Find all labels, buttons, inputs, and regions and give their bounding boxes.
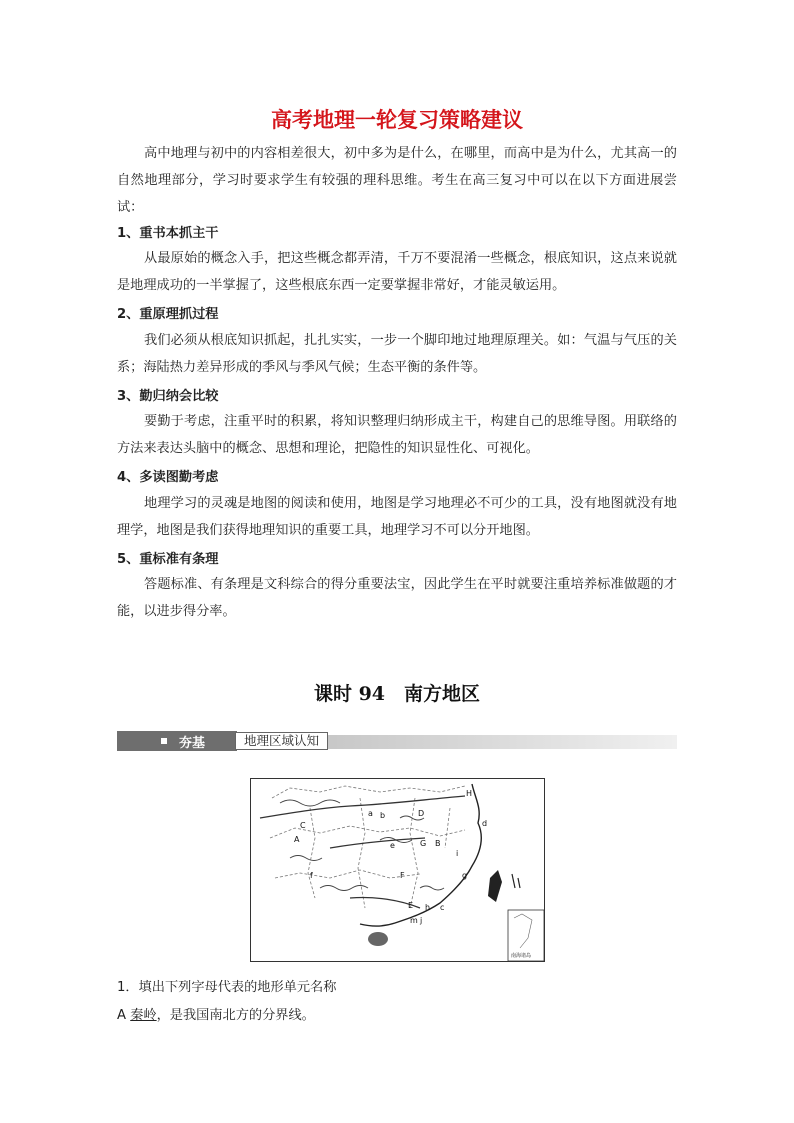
map-label-d: d xyxy=(482,819,488,828)
answer-rest: ，是我国南北方的分界线。 xyxy=(156,1008,315,1023)
map-label-j: j xyxy=(420,916,423,925)
section-band xyxy=(117,731,677,751)
map-label-m: m xyxy=(410,916,418,925)
map-label-f: f xyxy=(310,871,313,880)
section-heading-2: 2、重原理抓过程 xyxy=(117,307,219,322)
square-bullet-icon xyxy=(161,738,167,744)
answer-letter: A xyxy=(117,1008,131,1023)
section-body-2: 我们必须从根底知识抓起，扎扎实实，一步一个脚印地过地理原理关。如：气温与气压的关系；海陆热力差异形成的季风与季风气候；生态平衡的条件等。 xyxy=(117,333,677,375)
band-label: 地理区域认知 xyxy=(235,732,328,750)
section-heading-5: 5、重标准有条理 xyxy=(117,552,219,567)
map-label-D: D xyxy=(418,809,425,818)
map-label-F: F xyxy=(400,871,405,880)
map-label-B: B xyxy=(435,839,441,848)
map-label-i: i xyxy=(456,849,459,858)
section-body-3: 要勤于考虑，注重平时的积累，将知识整理归纳形成主干，构建自己的思维导图。用联络的方法来表达头脑中的概念、思想和理论，把隐性的知识显性化、可视化。 xyxy=(117,414,677,456)
map-label-a: a xyxy=(368,809,373,818)
map-label-E: E xyxy=(408,901,414,910)
section-heading-4: 4、多读图勤考虑 xyxy=(117,470,219,485)
map-label-e: e xyxy=(390,841,395,850)
map-label-H: H xyxy=(466,789,473,798)
section-heading-1: 1、重书本抓主干 xyxy=(117,226,219,241)
map-label-C: C xyxy=(300,821,306,830)
map-label-h: h xyxy=(425,903,431,912)
answer-line-A xyxy=(117,1004,315,1023)
map-label-b: b xyxy=(380,811,386,820)
map-inset-caption: 南海诸岛 xyxy=(511,953,532,959)
map-hainan xyxy=(368,932,388,946)
document-title: 高考地理一轮复习策略建议 xyxy=(271,107,523,132)
band-tag: 夯基 xyxy=(179,736,206,751)
section-heading-3: 3、勤归纳会比较 xyxy=(117,389,219,404)
map-label-g: g xyxy=(462,871,468,880)
band-dark-block xyxy=(117,731,237,751)
south-china-map xyxy=(250,778,545,962)
lesson-title: 课时 94 南方地区 xyxy=(313,683,481,705)
section-body-1: 从最原始的概念入手，把这些概念都弄清，千万不要混淆一些概念，根底知识，这点来说就是地理成功的一半掌握了，这些根底东西一定要掌握非常好，才能灵敏运用。 xyxy=(117,251,677,293)
section-body-5: 答题标准、有条理是文科综合的得分重要法宝，因此学生在平时就要注重培养标准做题的才能，以进步得分率。 xyxy=(117,577,677,619)
intro-paragraph: 高中地理与初中的内容相差很大，初中多为是什么，在哪里，而高中是为什么，尤其高一的自然地理部分，学习时要求学生有较强的理科思维。考生在高三复习中可以在以下方面进展尝试： xyxy=(117,146,677,215)
map-label-c: c xyxy=(440,903,445,912)
question-1: 1．填出下列字母代表的地形单元名称 xyxy=(117,980,337,995)
map-label-A: A xyxy=(294,835,300,844)
answer-blank: 秦岭 xyxy=(130,1008,157,1023)
map-label-G: G xyxy=(420,839,427,848)
section-body-4: 地理学习的灵魂是地图的阅读和使用，地图是学习地理必不可少的工具，没有地图就没有地理学，地图是我们获得地理知识的重要工具，地理学习不可以分开地图。 xyxy=(117,496,677,538)
